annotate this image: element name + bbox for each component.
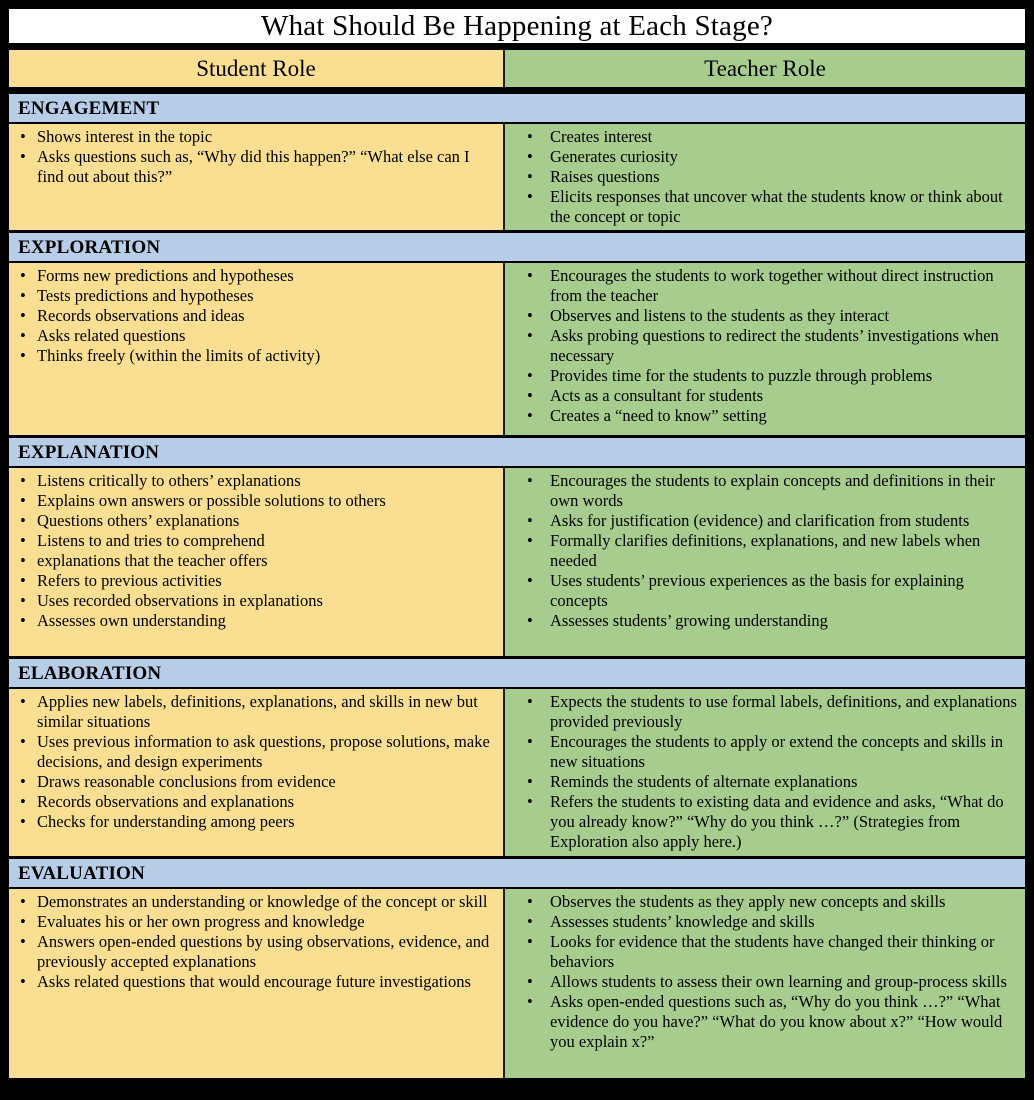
bullet-item: • Assesses students’ knowledge and skills [505,912,1019,932]
bullet-item: • Refers to previous activities [9,571,497,591]
stage-section-engagement [9,94,1025,230]
bullet-item: • Evaluates his or her own progress and knowledge [9,912,497,932]
bullet-item: • Assesses students’ growing understanding [505,611,1019,631]
bullet-item: • explanations that the teacher offers [9,551,497,571]
teacher-bullet-list [505,892,1019,1052]
student-role-cell [9,263,505,435]
stage-section-explanation [9,435,1025,656]
teacher-bullet-list [505,471,1019,631]
teacher-role-column-header: Teacher Role [505,50,1025,87]
stage-section-elaboration [9,656,1025,856]
bullet-item: • Asks open-ended questions such as, “Why do you think …?” “What evidence do you have?” “What do you know about x?” “How would you explain x?” [505,992,1019,1052]
horizontal-divider [9,87,1025,94]
bullet-item: • Uses recorded observations in explanations [9,591,497,611]
bullet-item: • Observes the students as they apply new concepts and skills [505,892,1019,912]
column-header-row [9,50,1025,87]
bullet-item: • Explains own answers or possible solutions to others [9,491,497,511]
student-bullet-list [9,127,497,187]
stage-header-explanation: EXPLANATION [9,438,1025,468]
bullet-item: • Shows interest in the topic [9,127,497,147]
student-role-cell [9,889,505,1078]
bullet-item: • Refers the students to existing data and evidence and asks, “What do you already know?” “Why do you think …?” (Strategies from Exploration also apply here.) [505,792,1019,852]
teacher-bullet-list [505,692,1019,852]
bullet-item: • Assesses own understanding [9,611,497,631]
bullet-item: • Looks for evidence that the students have changed their thinking or behaviors [505,932,1019,972]
bullet-item: • Listens to and tries to comprehend [9,531,497,551]
teacher-role-cell [505,889,1025,1078]
student-role-cell [9,468,505,656]
bullet-item: • Asks questions such as, “Why did this happen?” “What else can I find out about this?” [9,147,497,187]
student-bullet-list [9,692,497,832]
bullet-item: • Encourages the students to apply or extend the concepts and skills in new situations [505,732,1019,772]
teacher-bullet-list [505,266,1019,426]
bullet-item: • Records observations and ideas [9,306,497,326]
student-bullet-list [9,892,497,992]
stage-content-row [9,263,1025,435]
bullet-item: • Asks related questions [9,326,497,346]
student-role-cell [9,124,505,230]
teacher-bullet-list [505,127,1019,227]
student-role-cell [9,689,505,856]
teacher-role-cell [505,689,1025,856]
bullet-item: • Creates a “need to know” setting [505,406,1019,426]
teacher-role-cell [505,124,1025,230]
bullet-item: • Demonstrates an understanding or knowledge of the concept or skill [9,892,497,912]
bullet-item: • Uses previous information to ask questions, propose solutions, make decisions, and design experiments [9,732,497,772]
bullet-item: • Encourages the students to work together without direct instruction from the teacher [505,266,1019,306]
teacher-role-cell [505,263,1025,435]
bullet-item: • Provides time for the students to puzzle through problems [505,366,1019,386]
page-title: What Should Be Happening at Each Stage? [261,9,773,42]
bullet-item: • Draws reasonable conclusions from evidence [9,772,497,792]
stage-content-row [9,689,1025,856]
bullet-item: • Generates curiosity [505,147,1019,167]
stage-section-exploration [9,230,1025,435]
stage-section-evaluation [9,856,1025,1078]
bullet-item: • Acts as a consultant for students [505,386,1019,406]
bullet-item: • Formally clarifies definitions, explanations, and new labels when needed [505,531,1019,571]
bullet-item: • Checks for understanding among peers [9,812,497,832]
stage-header-evaluation: EVALUATION [9,859,1025,889]
bullet-item: • Applies new labels, definitions, explanations, and skills in new but similar situations [9,692,497,732]
bullet-item: • Expects the students to use formal labels, definitions, and explanations provided previously [505,692,1019,732]
bullet-item: • Answers open-ended questions by using observations, evidence, and previously accepted explanations [9,932,497,972]
horizontal-divider [9,43,1025,50]
bullet-item: • Records observations and explanations [9,792,497,812]
stage-content-row [9,889,1025,1078]
bullet-item: • Tests predictions and hypotheses [9,286,497,306]
bullet-item: • Creates interest [505,127,1019,147]
student-bullet-list [9,471,497,631]
stage-header-engagement: ENGAGEMENT [9,94,1025,124]
stage-sections-container [9,94,1025,1078]
stage-header-exploration: EXPLORATION [9,233,1025,263]
bullet-item: • Allows students to assess their own learning and group-process skills [505,972,1019,992]
stage-content-row [9,468,1025,656]
teacher-role-cell [505,468,1025,656]
stage-header-elaboration: ELABORATION [9,659,1025,689]
bullet-item: • Elicits responses that uncover what the students know or think about the concept or topic [505,187,1019,227]
stage-content-row [9,124,1025,230]
student-bullet-list [9,266,497,366]
bullet-item: • Listens critically to others’ explanations [9,471,497,491]
bullet-item: • Asks probing questions to redirect the students’ investigations when necessary [505,326,1019,366]
bullet-item: • Observes and listens to the students as they interact [505,306,1019,326]
bullet-item: • Thinks freely (within the limits of activity) [9,346,497,366]
bullet-item: • Forms new predictions and hypotheses [9,266,497,286]
bullet-item: • Reminds the students of alternate explanations [505,772,1019,792]
bullet-item: • Encourages the students to explain concepts and definitions in their own words [505,471,1019,511]
bullet-item: • Asks for justification (evidence) and clarification from students [505,511,1019,531]
student-role-column-header: Student Role [9,50,505,87]
table-title-bar [9,9,1025,43]
bullet-item: • Asks related questions that would encourage future investigations [9,972,497,992]
bullet-item: • Uses students’ previous experiences as the basis for explaining concepts [505,571,1019,611]
bullet-item: • Raises questions [505,167,1019,187]
bullet-item: • Questions others’ explanations [9,511,497,531]
